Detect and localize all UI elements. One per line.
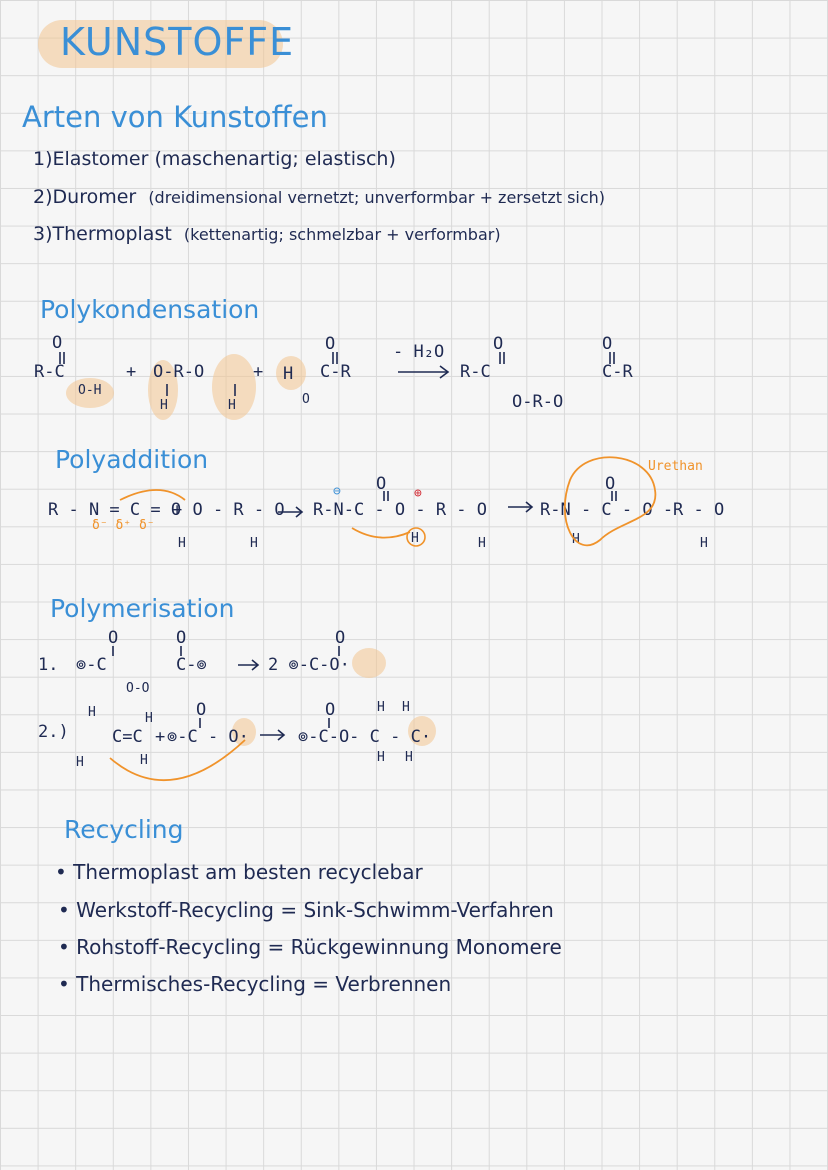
diol: O-R-O <box>153 362 205 382</box>
benzoyloxy-radical: ⊚-C - O· <box>167 727 249 747</box>
list-item: • Werkstoff-Recycling = Sink-Schwimm-Verfahren <box>58 898 554 922</box>
curved-arrow <box>352 528 410 538</box>
section-heading-arten: Arten von Kunstoffen <box>22 100 328 134</box>
page-title: KUNSTOFFE <box>60 20 295 64</box>
section-heading-polymerisation: Polymerisation <box>50 594 235 623</box>
partial-charges: δ⁻ δ⁺ δ⁻ <box>92 518 155 533</box>
diol: + O - R - O <box>172 500 285 520</box>
product-middle: O-R-O <box>512 392 564 412</box>
isocyanate: R - N = C = O <box>48 500 182 520</box>
list-item: • Thermisches-Recycling = Verbrennen <box>58 972 452 996</box>
list-item: 3)Thermoplast (kettenartig; schmelzbar + verformbar) <box>33 223 501 245</box>
urethane-product: R-N - C - O -R - O <box>540 500 725 520</box>
peroxide-bridge: O-O <box>126 681 150 696</box>
negative-charge: ⊖ <box>333 484 341 499</box>
curved-arrow <box>110 740 245 780</box>
elimination-label: - H₂O <box>393 342 445 362</box>
section-heading-recycling: Recycling <box>64 815 184 844</box>
positive-charge: ⊕ <box>414 486 422 501</box>
list-item: 2)Duromer (dreidimensional vernetzt; unverformbar + zersetzt sich) <box>33 186 606 208</box>
list-item: 1)Elastomer (maschenartig; elastisch) <box>33 148 396 170</box>
list-item: • Thermoplast am besten recyclebar <box>55 860 423 884</box>
section-heading-polykondensation: Polykondensation <box>40 295 260 324</box>
urethan-label: Urethan <box>648 459 703 474</box>
peroxide-right: C-⊚ <box>176 655 207 675</box>
chain-product: ⊚-C-O- C - C· <box>298 727 432 747</box>
radical-product: 2 ⊚-C-O· <box>268 655 350 675</box>
curved-arrow <box>120 490 185 500</box>
reactant2: C-R <box>320 362 351 382</box>
reactant1: R-C <box>34 362 65 382</box>
hydroxyl-group: O-H <box>78 383 102 398</box>
peroxide-left: ⊚-C <box>76 655 107 675</box>
ethene: C=C <box>112 727 143 747</box>
carbonyl-o: O <box>52 333 63 353</box>
urethane-bubble <box>565 457 656 545</box>
product-start: R-C <box>460 362 491 382</box>
section-heading-polyaddition: Polyaddition <box>55 445 209 474</box>
list-item: • Rohstoff-Recycling = Rückgewinnung Monomere <box>58 935 562 959</box>
product-end: C-R <box>602 362 633 382</box>
intermediate: R-N-C - O - R - O <box>313 500 487 520</box>
